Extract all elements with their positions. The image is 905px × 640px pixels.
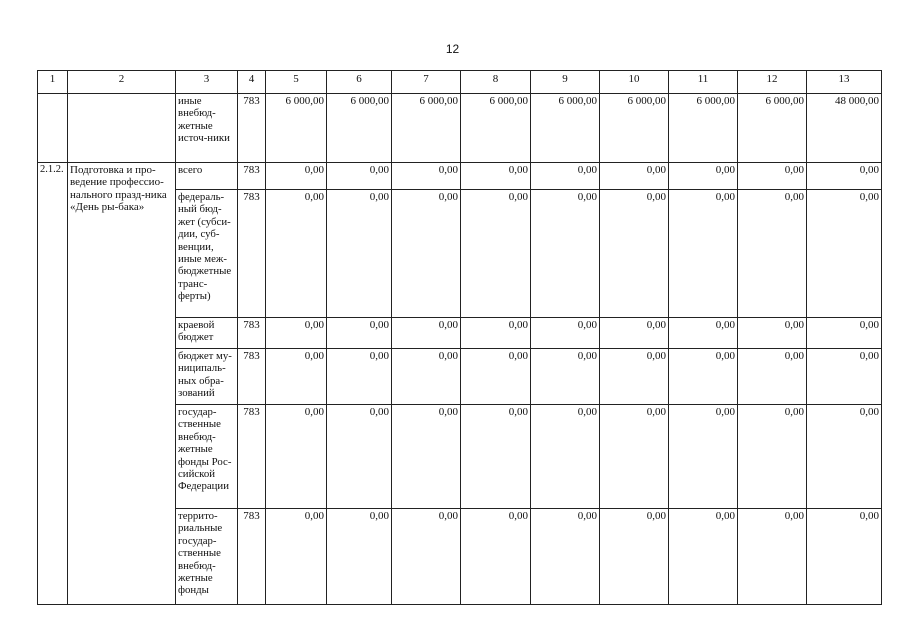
- value-cell: 6 000,00: [738, 94, 807, 163]
- funding-source-cell: бюджет му-ниципаль-ных обра-зований: [176, 349, 238, 405]
- value-cell: 6 000,00: [392, 94, 461, 163]
- value-cell: 0,00: [669, 349, 738, 405]
- value-cell: 48 000,00: [807, 94, 882, 163]
- value-cell: 0,00: [392, 163, 461, 190]
- code-cell: 783: [238, 163, 266, 190]
- column-header: 12: [738, 71, 807, 94]
- event-name-cell: [68, 94, 176, 163]
- column-header: 3: [176, 71, 238, 94]
- value-cell: 0,00: [531, 163, 600, 190]
- column-header: 1: [38, 71, 68, 94]
- value-cell: 0,00: [669, 163, 738, 190]
- row-index-cell: 2.1.2.: [38, 163, 68, 605]
- value-cell: 0,00: [327, 405, 392, 509]
- column-header: 7: [392, 71, 461, 94]
- value-cell: 0,00: [738, 405, 807, 509]
- event-name-cell: Подготовка и про-ведение профессио-нального празд-ника «День ры-бака»: [68, 163, 176, 605]
- table-row: [38, 94, 882, 163]
- value-cell: 0,00: [669, 405, 738, 509]
- table-row: [38, 163, 882, 190]
- column-header: 4: [238, 71, 266, 94]
- value-cell: 0,00: [327, 190, 392, 318]
- value-cell: 0,00: [531, 509, 600, 605]
- value-cell: 0,00: [600, 349, 669, 405]
- value-cell: 0,00: [327, 509, 392, 605]
- value-cell: 0,00: [392, 349, 461, 405]
- value-cell: 0,00: [738, 349, 807, 405]
- code-cell: 783: [238, 509, 266, 605]
- value-cell: 6 000,00: [669, 94, 738, 163]
- value-cell: 0,00: [266, 405, 327, 509]
- code-cell: 783: [238, 94, 266, 163]
- value-cell: 0,00: [531, 405, 600, 509]
- value-cell: 6 000,00: [327, 94, 392, 163]
- value-cell: 6 000,00: [600, 94, 669, 163]
- value-cell: 0,00: [461, 163, 531, 190]
- value-cell: 0,00: [461, 349, 531, 405]
- value-cell: 0,00: [531, 349, 600, 405]
- funding-source-cell: федераль-ный бюд-жет (субси-дии, суб-венции, иные меж-бюджетные транс-ферты): [176, 190, 238, 318]
- column-header: 8: [461, 71, 531, 94]
- value-cell: 0,00: [461, 509, 531, 605]
- funding-source-cell: иные внебюд-жетные источ-ники: [176, 94, 238, 163]
- funding-source-cell: краевой бюджет: [176, 318, 238, 349]
- column-header: 10: [600, 71, 669, 94]
- value-cell: 0,00: [327, 318, 392, 349]
- value-cell: 0,00: [738, 163, 807, 190]
- value-cell: 0,00: [392, 509, 461, 605]
- value-cell: 0,00: [807, 163, 882, 190]
- value-cell: 0,00: [600, 405, 669, 509]
- funding-source-cell: государ-ственные внебюд-жетные фонды Рос-сийской Федерации: [176, 405, 238, 509]
- code-cell: 783: [238, 318, 266, 349]
- value-cell: 0,00: [531, 190, 600, 318]
- column-header: 5: [266, 71, 327, 94]
- value-cell: 0,00: [807, 405, 882, 509]
- funding-source-cell: террито-риальные государ-ственные внебюд-жетные фонды: [176, 509, 238, 605]
- value-cell: 0,00: [327, 163, 392, 190]
- value-cell: 0,00: [266, 349, 327, 405]
- row-index-cell: [38, 94, 68, 163]
- value-cell: 0,00: [738, 509, 807, 605]
- value-cell: 0,00: [600, 163, 669, 190]
- value-cell: 6 000,00: [461, 94, 531, 163]
- value-cell: 0,00: [600, 509, 669, 605]
- value-cell: 0,00: [392, 318, 461, 349]
- code-cell: 783: [238, 349, 266, 405]
- value-cell: 0,00: [461, 318, 531, 349]
- page-number: 12: [445, 42, 460, 56]
- value-cell: 0,00: [531, 318, 600, 349]
- value-cell: 0,00: [807, 349, 882, 405]
- value-cell: 0,00: [266, 509, 327, 605]
- value-cell: 0,00: [461, 190, 531, 318]
- budget-table: [37, 70, 882, 605]
- column-header: 2: [68, 71, 176, 94]
- value-cell: 0,00: [669, 190, 738, 318]
- code-cell: 783: [238, 405, 266, 509]
- value-cell: 6 000,00: [266, 94, 327, 163]
- value-cell: 0,00: [600, 190, 669, 318]
- code-cell: 783: [238, 190, 266, 318]
- value-cell: 0,00: [327, 349, 392, 405]
- value-cell: 0,00: [669, 509, 738, 605]
- value-cell: 0,00: [738, 190, 807, 318]
- header-row: [38, 71, 882, 94]
- value-cell: 0,00: [669, 318, 738, 349]
- value-cell: 0,00: [600, 318, 669, 349]
- value-cell: 0,00: [392, 190, 461, 318]
- value-cell: 6 000,00: [531, 94, 600, 163]
- value-cell: 0,00: [738, 318, 807, 349]
- value-cell: 0,00: [392, 405, 461, 509]
- column-header: 9: [531, 71, 600, 94]
- value-cell: 0,00: [807, 318, 882, 349]
- column-header: 11: [669, 71, 738, 94]
- value-cell: 0,00: [266, 190, 327, 318]
- column-header: 6: [327, 71, 392, 94]
- value-cell: 0,00: [461, 405, 531, 509]
- value-cell: 0,00: [266, 318, 327, 349]
- column-header: 13: [807, 71, 882, 94]
- value-cell: 0,00: [266, 163, 327, 190]
- funding-source-cell: всего: [176, 163, 238, 190]
- value-cell: 0,00: [807, 509, 882, 605]
- value-cell: 0,00: [807, 190, 882, 318]
